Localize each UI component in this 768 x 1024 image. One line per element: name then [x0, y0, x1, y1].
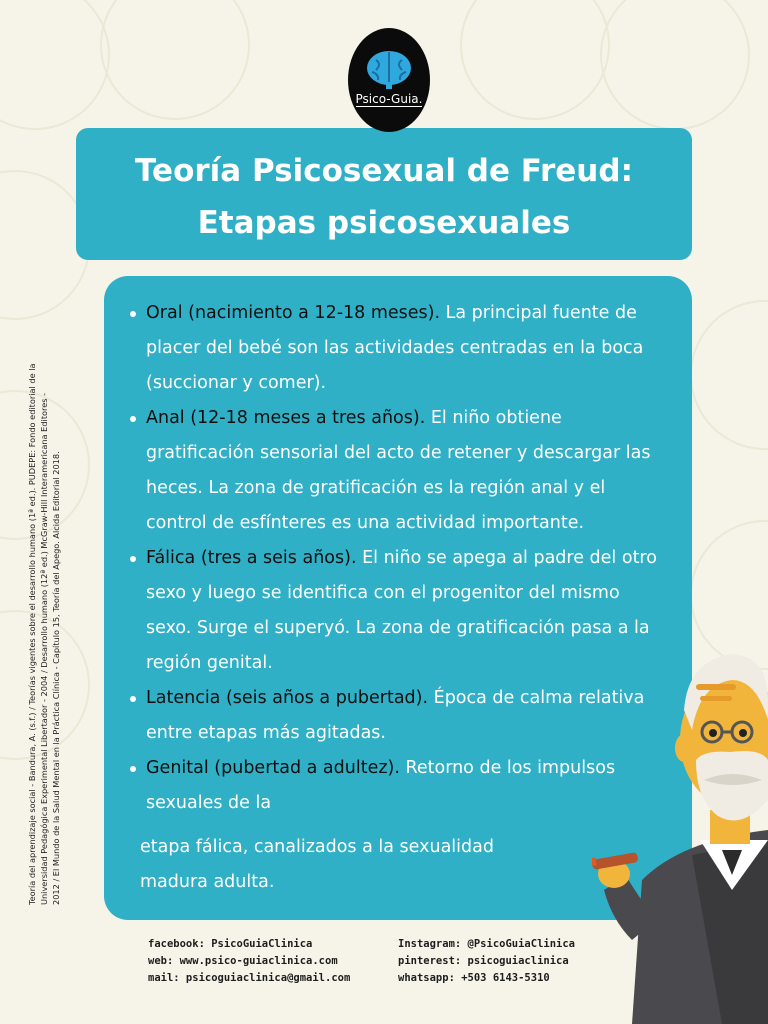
reference-line: 2012 / El Mundo de la Salud Mental en la Práctica Clínica - Capítulo 15, Teoría del Apego. Alcida Editorial 2018.	[51, 451, 61, 905]
stages-list	[130, 296, 670, 821]
stage-description: Época de calma relativa entre etapas más agitadas.	[146, 688, 645, 743]
web-link[interactable]: web: www.psico-guiaclinica.com	[148, 955, 338, 967]
stage-name: Anal (12-18 meses a tres años).	[146, 408, 426, 428]
footer-contacts-right	[398, 936, 575, 987]
reference-line: Teoría del aprendizaje social - Bandura, A. (s.f.) / Teorías vigentes sobre el desarrollo humano (1ª ed.). PUDEPE: Fondo editorial de la	[27, 363, 37, 905]
mail-link[interactable]: mail: psicoguiaclinica@gmail.com	[148, 972, 351, 984]
stage-description: Retorno de los impulsos sexuales de la	[146, 758, 616, 813]
stage-name: Oral (nacimiento a 12-18 meses).	[146, 303, 441, 323]
references	[26, 265, 62, 905]
list-item	[130, 541, 670, 681]
reference-line: Universidad Pedagógica Experimental Libertador - 2004 / Desarrollo humano (12ª ed.) McGraw-Hill Interamericana Editores -	[39, 392, 49, 905]
footer-contacts-left	[148, 936, 350, 987]
brain-icon	[364, 48, 414, 90]
freud-illustration	[592, 640, 768, 1024]
page-title: Teoría Psicosexual de Freud: Etapas psicosexuales	[135, 153, 633, 241]
genital-tail-line: madura adulta.	[140, 872, 275, 892]
logo-text: Psico-Guia.	[355, 91, 423, 106]
stage-name: Genital (pubertad a adultez).	[146, 758, 400, 778]
list-item	[130, 681, 670, 751]
stage-name: Fálica (tres a seis años).	[146, 548, 357, 568]
stage-description: El niño se apega al padre del otro sexo y luego se identifica con el progenitor del mismo sexo. Surge el superyó. La zona de gratificación pasa a la región genital.	[146, 548, 657, 673]
genital-tail	[140, 830, 494, 900]
instagram-link[interactable]: Instagram: @PsicoGuiaClinica	[398, 938, 576, 950]
list-item	[130, 401, 670, 541]
pinterest-link[interactable]: pinterest: psicoguiaclinica	[398, 955, 569, 967]
stage-description: El niño obtiene gratificación sensorial del acto de retener y descargar las heces. La zona de gratificación es la región anal y el control de esfínteres es una actividad importante.	[146, 408, 651, 533]
list-item	[130, 751, 670, 821]
stage-name: Latencia (seis años a pubertad).	[146, 688, 429, 708]
genital-tail-line: etapa fálica, canalizados a la sexualidad	[140, 837, 494, 857]
facebook-link[interactable]: facebook: PsicoGuiaClinica	[148, 938, 313, 950]
brand-logo	[348, 28, 430, 132]
list-item	[130, 296, 670, 401]
whatsapp-link[interactable]: whatsapp: +503 6143-5310	[398, 972, 550, 984]
stage-description: La principal fuente de placer del bebé son las actividades centradas en la boca (succionar y comer).	[146, 303, 644, 393]
title-banner	[76, 128, 692, 260]
